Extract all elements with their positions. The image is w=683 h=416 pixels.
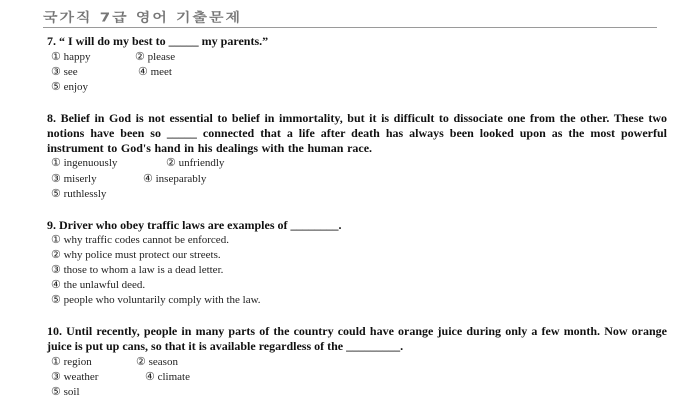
question-7-option-1: ① happy [51, 51, 91, 63]
exam-title: 국가직 7급 영어 기출문제 [43, 9, 243, 25]
question-7-option-4: ④ meet [138, 66, 172, 78]
question-8-option-2: ② unfriendly [166, 157, 225, 169]
question-10-number: 10. [47, 324, 62, 338]
question-9-stem [47, 218, 667, 233]
question-9-option-5: ⑤ people who voluntarily comply with the law. [51, 294, 261, 306]
question-9-option-3: ③ those to whom a law is a dead letter. [51, 264, 224, 276]
question-7-option-5: ⑤ enjoy [51, 81, 89, 93]
question-8-number: 8. [47, 111, 56, 125]
question-9-text: Driver who obey traffic laws are examples of ________. [59, 218, 342, 232]
question-7-text: “ I will do my best to _____ my parents.” [59, 34, 269, 48]
question-9-option-1: ① why traffic codes cannot be enforced. [51, 234, 229, 246]
question-7-stem [47, 34, 667, 49]
question-8-stem [47, 111, 667, 156]
question-10-option-1: ① region [51, 356, 92, 368]
question-10-option-4: ④ climate [145, 371, 190, 383]
question-8-option-3: ③ miserly [51, 173, 97, 185]
question-7-option-3: ③ see [51, 66, 78, 78]
question-7-option-2: ② please [135, 51, 176, 63]
page-header [43, 8, 657, 28]
question-8-option-5: ⑤ ruthlessly [51, 188, 107, 200]
question-7-number: 7. [47, 34, 56, 48]
question-9-option-4: ④ the unlawful deed. [51, 279, 146, 291]
question-9-number: 9. [47, 218, 56, 232]
question-8-option-4: ④ inseparably [143, 173, 207, 185]
question-9-option-2: ② why police must protect our streets. [51, 249, 221, 261]
question-10-stem [47, 324, 667, 354]
question-8-option-1: ① ingenuously [51, 157, 118, 169]
question-10-option-2: ② season [136, 356, 178, 368]
question-8-text: Belief in God is not essential to belief in immortality, but it is difficult to dissociate one from the other. These two notions have been so _____ connected that a life after death has always been looked upon as the most powerful instrument to God's hand in his dealings with the human race. [47, 111, 667, 155]
question-10-option-5: ⑤ soil [51, 386, 80, 398]
question-10-option-3: ③ weather [51, 371, 99, 383]
question-10-text: Until recently, people in many parts of the country could have orange juice during only a few month. Now orange juice is put up cans, so that it is available regardless of the _________. [47, 324, 668, 353]
